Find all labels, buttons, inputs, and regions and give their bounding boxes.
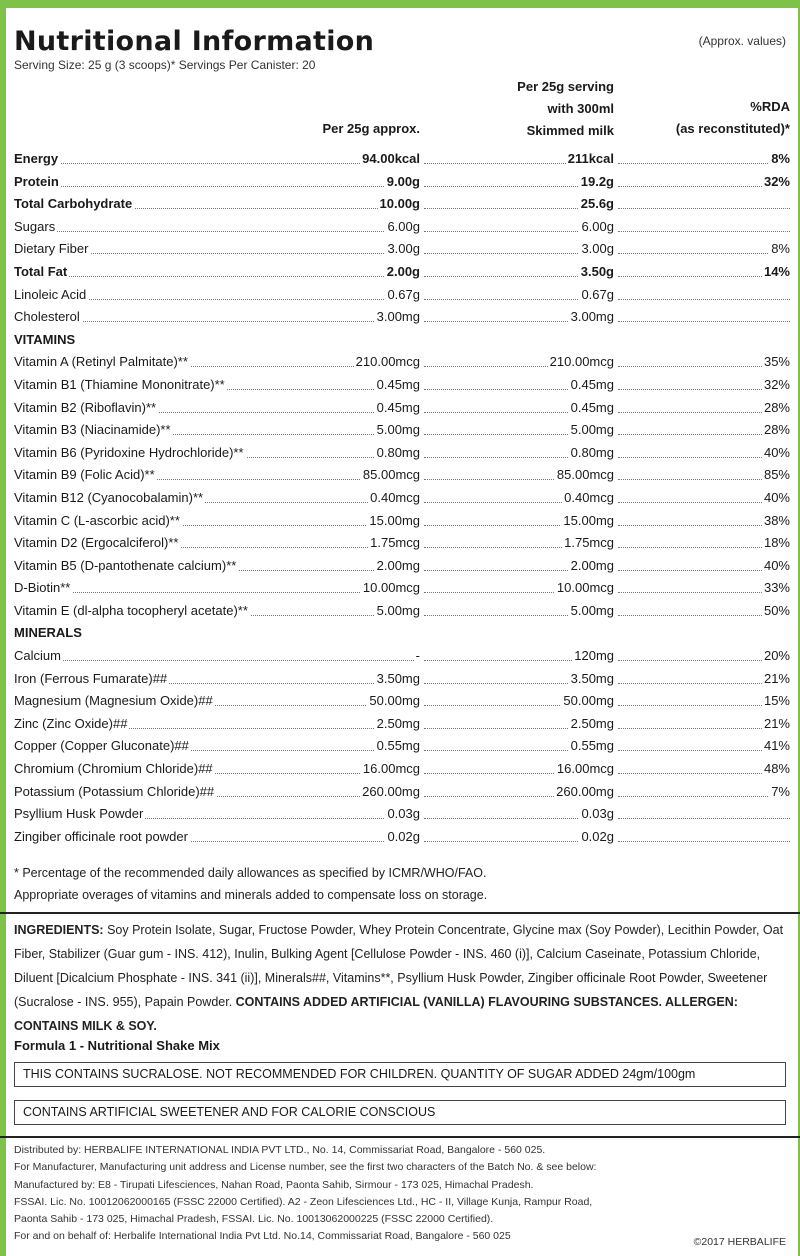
sweetener-warning: CONTAINS ARTIFICIAL SWEETENER AND FOR CALORIE CONSCIOUS xyxy=(14,1100,786,1125)
value-per-25g: 3.00g xyxy=(385,238,420,261)
product-name: Formula 1 - Nutritional Shake Mix xyxy=(14,1038,220,1053)
nutrient-name: Vitamin B3 (Niacinamide)** xyxy=(14,419,173,442)
divider xyxy=(0,912,800,914)
nutrient-name: Zingiber officinale root powder xyxy=(14,826,190,849)
nutrient-name: D-Biotin** xyxy=(14,577,72,600)
value-with-milk: 5.00mg xyxy=(569,600,614,623)
value-per-25g: 5.00mg xyxy=(375,600,420,623)
value-with-milk: 2.50mg xyxy=(569,713,614,736)
nutrient-name: Cholesterol xyxy=(14,306,82,329)
nutrient-name: Potassium (Potassium Chloride)## xyxy=(14,781,216,804)
value-with-milk: 16.00mcg xyxy=(555,758,614,781)
value-per-25g: 3.00mg xyxy=(375,306,420,329)
nutrient-name: Protein xyxy=(14,171,61,194)
value-with-milk: 25.6g xyxy=(579,193,614,216)
distributor-line: For and on behalf of: Herbalife International India Pvt Ltd. No.14, Commissariat Road, Bangalore - 560 025 xyxy=(14,1230,511,1243)
value-per-25g: 0.02g xyxy=(385,826,420,849)
nutrient-name: Vitamin E (dl-alpha tocopheryl acetate)** xyxy=(14,600,250,623)
value-with-milk: 0.02g xyxy=(579,826,614,849)
value-rda: 8% xyxy=(769,238,790,261)
value-per-25g: 10.00mcg xyxy=(361,577,420,600)
value-rda: 35% xyxy=(762,351,790,374)
value-rda: 8% xyxy=(769,148,790,171)
nutrient-name: Vitamin C (L-ascorbic acid)** xyxy=(14,510,182,533)
value-rda: 21% xyxy=(762,668,790,691)
distributor-line: Distributed by: HERBALIFE INTERNATIONAL INDIA PVT LTD., No. 14, Commissariat Road, Bangalore - 560 025. xyxy=(14,1144,546,1156)
value-rda: 40% xyxy=(762,487,790,510)
value-with-milk: 0.55mg xyxy=(569,735,614,758)
table-row xyxy=(14,826,790,849)
value-with-milk: 3.00mg xyxy=(569,306,614,329)
value-with-milk: 120mg xyxy=(572,645,614,668)
column-header-per-25g: Per 25g approx. xyxy=(322,121,420,136)
nutrient-name: MINERALS xyxy=(14,625,82,641)
value-per-25g: 15.00mg xyxy=(367,510,420,533)
value-rda: 50% xyxy=(762,600,790,623)
nutrient-name: Copper (Copper Gluconate)## xyxy=(14,735,191,758)
nutrient-name: Vitamin B5 (D-pantothenate calcium)** xyxy=(14,555,238,578)
value-rda: 32% xyxy=(762,171,790,194)
nutrient-name: Vitamin B9 (Folic Acid)** xyxy=(14,464,157,487)
distributor-line: Paonta Sahib - 173 025, Himachal Pradesh, FSSAI. Lic. No. 10013062000225 (FSSC 22000 Certified). xyxy=(14,1213,494,1226)
nutrient-name: Total Fat xyxy=(14,261,69,284)
nutrition-table xyxy=(14,148,790,848)
value-with-milk: 15.00mg xyxy=(561,510,614,533)
value-with-milk: 1.75mcg xyxy=(562,532,614,555)
value-rda: 21% xyxy=(762,713,790,736)
value-per-25g: - xyxy=(414,645,420,668)
nutrient-name: Chromium (Chromium Chloride)## xyxy=(14,758,215,781)
value-with-milk: 3.00g xyxy=(579,238,614,261)
nutrient-name: Psyllium Husk Powder xyxy=(14,803,145,826)
nutrient-name: Energy xyxy=(14,148,60,171)
value-per-25g: 0.45mg xyxy=(375,397,420,420)
value-per-25g: 94.00kcal xyxy=(360,148,420,171)
value-with-milk: 211kcal xyxy=(566,148,614,171)
nutrient-name: Vitamin B1 (Thiamine Mononitrate)** xyxy=(14,374,227,397)
column-header-with-milk: Per 25g serving with 300ml Skimmed milk xyxy=(517,79,614,138)
value-per-25g: 1.75mcg xyxy=(368,532,420,555)
value-rda: 15% xyxy=(762,690,790,713)
value-with-milk: 260.00mg xyxy=(554,781,614,804)
page-title: Nutritional Information xyxy=(14,26,375,57)
ingredients-label: INGREDIENTS: xyxy=(14,923,104,937)
serving-info: Serving Size: 25 g (3 scoops)* Servings Per Canister: 20 xyxy=(14,58,316,72)
value-rda: 28% xyxy=(762,397,790,420)
nutrient-name: Linoleic Acid xyxy=(14,284,88,307)
approx-note: (Approx. values) xyxy=(698,34,786,48)
value-with-milk: 210.00mcg xyxy=(548,351,614,374)
value-per-25g: 50.00mg xyxy=(367,690,420,713)
value-rda: 18% xyxy=(762,532,790,555)
nutrient-name: Zinc (Zinc Oxide)## xyxy=(14,713,129,736)
nutrient-name: Magnesium (Magnesium Oxide)## xyxy=(14,690,215,713)
value-per-25g: 2.00g xyxy=(385,261,420,284)
value-per-25g: 0.80mg xyxy=(375,442,420,465)
value-per-25g: 5.00mg xyxy=(375,419,420,442)
value-per-25g: 210.00mcg xyxy=(354,351,420,374)
value-rda: 7% xyxy=(769,781,790,804)
value-with-milk: 3.50g xyxy=(579,261,614,284)
allergen-statement: CONTAINS ADDED ARTIFICIAL (VANILLA) FLAVOURING SUBSTANCES. ALLERGEN: CONTAINS MILK & SOY. xyxy=(14,995,738,1033)
nutrient-name: VITAMINS xyxy=(14,331,76,347)
nutrient-name: Vitamin B6 (Pyridoxine Hydrochloride)** xyxy=(14,442,246,465)
value-per-25g: 10.00g xyxy=(378,193,420,216)
value-rda: 33% xyxy=(762,577,790,600)
value-per-25g: 0.40mcg xyxy=(368,487,420,510)
value-with-milk: 0.40mcg xyxy=(562,487,614,510)
copyright: ©2017 HERBALIFE xyxy=(693,1236,786,1248)
value-with-milk: 0.45mg xyxy=(569,374,614,397)
value-rda: 48% xyxy=(762,758,790,781)
nutrient-name: Vitamin D2 (Ergocalciferol)** xyxy=(14,532,181,555)
footnote-overages: Appropriate overages of vitamins and minerals added to compensate loss on storage. xyxy=(14,888,488,902)
value-per-25g: 0.55mg xyxy=(375,735,420,758)
value-with-milk: 0.80mg xyxy=(569,442,614,465)
value-per-25g: 0.67g xyxy=(385,284,420,307)
dot-leader xyxy=(14,165,420,187)
nutrient-name: Iron (Ferrous Fumarate)## xyxy=(14,668,169,691)
nutrient-name: Vitamin A (Retinyl Palmitate)** xyxy=(14,351,190,374)
value-rda: 20% xyxy=(762,645,790,668)
dot-leader xyxy=(618,797,790,819)
table-row xyxy=(14,306,790,329)
divider xyxy=(0,1136,800,1138)
ingredients-list: Soy Protein Isolate, Sugar, Fructose Powder, Whey Protein Concentrate, Glycine max (Soy Powder), Lecithin Powder, Oat Fiber, Stabilizer (Guar gum - INS. 412), Inulin, Bulking Agent [Cellulose Powder - INS. 460 (i)], Calcium Caseinate, Potassium Chloride, Diluent [Dicalcium Phosphate - INS. 341 (ii)], Minerals##, Vitamins**, Psyllium Husk Powder, Zingiber officinale Root Powder, Sweetener (Sucralose - INS. 955), Papain Powder. xyxy=(14,923,784,1009)
value-rda: 40% xyxy=(762,442,790,465)
nutrient-name: Dietary Fiber xyxy=(14,238,90,261)
value-per-25g: 2.00mg xyxy=(375,555,420,578)
value-per-25g: 16.00mcg xyxy=(361,758,420,781)
value-rda: 32% xyxy=(762,374,790,397)
value-rda: 85% xyxy=(762,464,790,487)
column-header-rda: %RDA (as reconstituted)* xyxy=(675,99,790,136)
value-rda: 41% xyxy=(762,735,790,758)
value-with-milk: 50.00mg xyxy=(561,690,614,713)
sucralose-warning: THIS CONTAINS SUCRALOSE. NOT RECOMMENDED FOR CHILDREN. QUANTITY OF SUGAR ADDED 24gm/100gm xyxy=(14,1062,786,1087)
dot-leader xyxy=(618,820,790,842)
distributor-line: Manufactured by: E8 - Tirupati Lifesciences, Nahan Road, Paonta Sahib, Sirmour - 173 025, Himachal Pradesh. xyxy=(14,1178,534,1191)
nutrient-name: Vitamin B12 (Cyanocobalamin)** xyxy=(14,487,205,510)
value-with-milk: 0.67g xyxy=(579,284,614,307)
value-with-milk: 2.00mg xyxy=(569,555,614,578)
value-per-25g: 0.03g xyxy=(385,803,420,826)
nutrient-name: Total Carbohydrate xyxy=(14,193,134,216)
dot-leader xyxy=(618,300,790,322)
value-with-milk: 19.2g xyxy=(579,171,614,194)
value-rda: 40% xyxy=(762,555,790,578)
nutrient-name: Sugars xyxy=(14,216,57,239)
value-rda: 28% xyxy=(762,419,790,442)
dot-leader xyxy=(618,210,790,232)
table-row xyxy=(14,600,790,623)
nutrient-name: Vitamin B2 (Riboflavin)** xyxy=(14,397,158,420)
value-with-milk: 6.00g xyxy=(579,216,614,239)
value-per-25g: 0.45mg xyxy=(375,374,420,397)
dot-leader xyxy=(14,142,420,164)
value-with-milk: 5.00mg xyxy=(569,419,614,442)
value-rda: 14% xyxy=(762,261,790,284)
value-per-25g: 9.00g xyxy=(385,171,420,194)
value-per-25g: 85.00mcg xyxy=(361,464,420,487)
nutrient-name: Calcium xyxy=(14,645,63,668)
value-with-milk: 85.00mcg xyxy=(555,464,614,487)
value-with-milk: 3.50mg xyxy=(569,668,614,691)
value-per-25g: 6.00g xyxy=(385,216,420,239)
value-per-25g: 2.50mg xyxy=(375,713,420,736)
ingredients-text xyxy=(14,918,790,1038)
value-rda: 38% xyxy=(762,510,790,533)
dot-leader xyxy=(618,232,790,254)
footnote-rda: * Percentage of the recommended daily allowances as specified by ICMR/WHO/FAO. xyxy=(14,866,487,880)
value-per-25g: 3.50mg xyxy=(375,668,420,691)
value-with-milk: 0.03g xyxy=(579,803,614,826)
value-with-milk: 10.00mcg xyxy=(555,577,614,600)
dot-leader xyxy=(618,142,790,164)
distributor-line: For Manufacturer, Manufacturing unit address and License number, see the first two characters of the Batch No. & see below: xyxy=(14,1161,597,1174)
distributor-info xyxy=(14,1142,790,1246)
distributor-line: FSSAI. Lic. No. 10012062000165 (FSSC 22000 Certified). A2 - Zeon Lifesciences Ltd., HC - II, Village Kunja, Rampur Road, xyxy=(14,1195,593,1208)
value-with-milk: 0.45mg xyxy=(569,397,614,420)
value-per-25g: 260.00mg xyxy=(360,781,420,804)
